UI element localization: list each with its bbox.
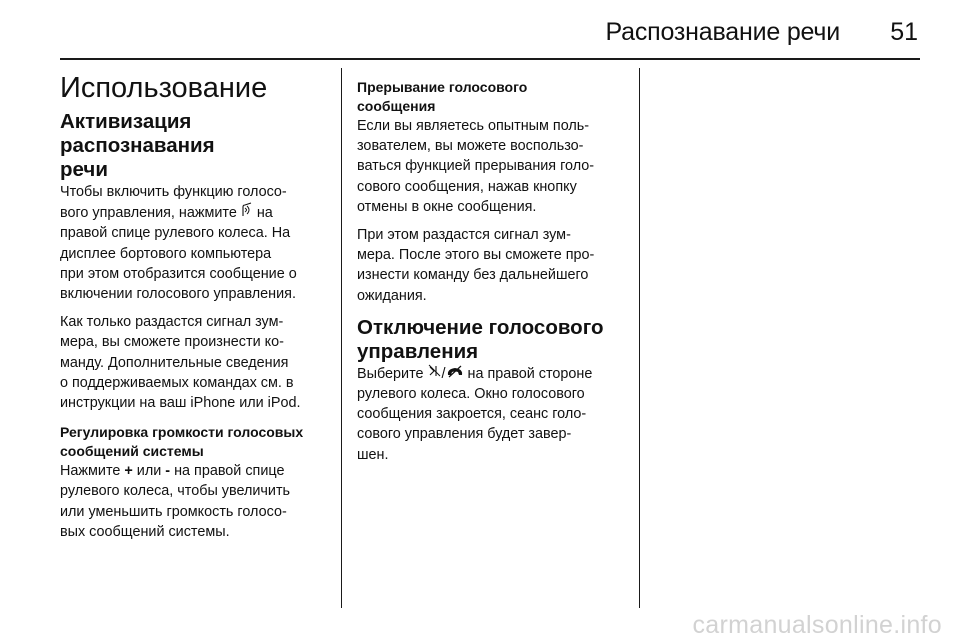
heading-line: речи: [60, 158, 108, 181]
text-fragment: вого управления, нажмите: [60, 205, 241, 222]
heading-line: Прерывание голосового: [357, 79, 528, 95]
text-line: ваться функцией прерывания голо-: [357, 158, 595, 175]
text-line: изнести команду без дальнейшего: [357, 267, 589, 284]
heading-line: сообщений системы: [60, 443, 204, 460]
disable-paragraph: [357, 364, 629, 465]
mute-icon: [428, 364, 442, 384]
activation-paragraph-2: [60, 312, 330, 413]
text-line: включении голосового управления.: [60, 286, 296, 303]
column-left: [60, 70, 330, 542]
text-fragment: Нажмите: [60, 463, 125, 480]
volume-heading: [60, 423, 330, 461]
volume-paragraph: [60, 461, 330, 542]
plus-key: +: [124, 463, 133, 480]
text-line: Как только раздастся сигнал зум-: [60, 314, 284, 331]
column-divider-right: [639, 68, 640, 608]
section-title: Использование: [60, 72, 268, 104]
heading-line: Активизация распознавания: [60, 110, 215, 157]
voice-command-icon: [241, 202, 253, 223]
text-line: [60, 202, 330, 223]
text-line: манду. Дополнительные сведения: [60, 354, 289, 371]
text-fragment: на: [252, 205, 273, 222]
interrupt-paragraph-2: [357, 225, 629, 306]
heading-line: управления: [357, 339, 479, 363]
text-fragment: или: [132, 463, 166, 480]
text-fragment: на правой спице: [170, 463, 285, 480]
watermark: carmanualsonline.info: [692, 611, 942, 639]
text-fragment: Выберите: [357, 365, 428, 382]
disable-heading: [357, 316, 629, 364]
text-line: [357, 364, 629, 384]
text-line: шен.: [357, 446, 389, 463]
text-line: или уменьшить громкость голосо-: [60, 503, 287, 520]
text-line: правой спице рулевого колеса. На: [60, 225, 291, 242]
text-line: При этом раздастся сигнал зум-: [357, 227, 571, 244]
text-line: ожидания.: [357, 287, 427, 304]
heading-line: Отключение голосового: [357, 315, 604, 339]
slash-separator: /: [441, 365, 446, 382]
text-line: отмены в окне сообщения.: [357, 198, 537, 215]
column-middle: [357, 70, 629, 465]
header-rule: [60, 58, 920, 60]
text-line: при этом отобразится сообщение о: [60, 265, 297, 282]
running-header-title: Распознавание речи: [605, 18, 840, 46]
minus-key: -: [165, 463, 171, 480]
text-line: дисплее бортового компьютера: [60, 245, 272, 262]
text-line: рулевого колеса. Окно голосового: [357, 386, 585, 403]
text-line: сообщения закроется, сеанс голо-: [357, 406, 587, 423]
text-line: Чтобы включить функцию голосо-: [60, 184, 287, 200]
interrupt-heading: [357, 78, 629, 116]
page-header: [60, 14, 920, 58]
text-line: сового управления будет завер-: [357, 426, 572, 443]
text-line: рулевого колеса, чтобы увеличить: [60, 483, 291, 500]
page-number: 51: [890, 18, 918, 46]
activation-heading: [60, 110, 330, 182]
text-line: Если вы являетесь опытным поль-: [357, 118, 590, 134]
activation-paragraph-1: [60, 182, 330, 304]
text-line: мера, вы сможете произнести ко-: [60, 334, 284, 351]
interrupt-paragraph-1: [357, 116, 629, 217]
text-line: [60, 461, 330, 481]
text-line: о поддерживаемых командах см. в: [60, 374, 294, 391]
text-line: вых сообщений системы.: [60, 523, 230, 540]
heading-line: Регулировка громкости голосовых: [60, 424, 304, 441]
text-line: инструкции на ваш iPhone или iPod.: [60, 395, 301, 412]
text-fragment: на правой стороне: [463, 365, 593, 382]
text-line: мера. После этого вы сможете про-: [357, 247, 595, 264]
text-line: зователем, вы можете воспользо-: [357, 138, 584, 155]
heading-line: сообщения: [357, 98, 436, 114]
hang-up-icon: [446, 364, 464, 384]
text-line: сового сообщения, нажав кнопку: [357, 178, 577, 195]
column-divider-left: [341, 68, 342, 608]
